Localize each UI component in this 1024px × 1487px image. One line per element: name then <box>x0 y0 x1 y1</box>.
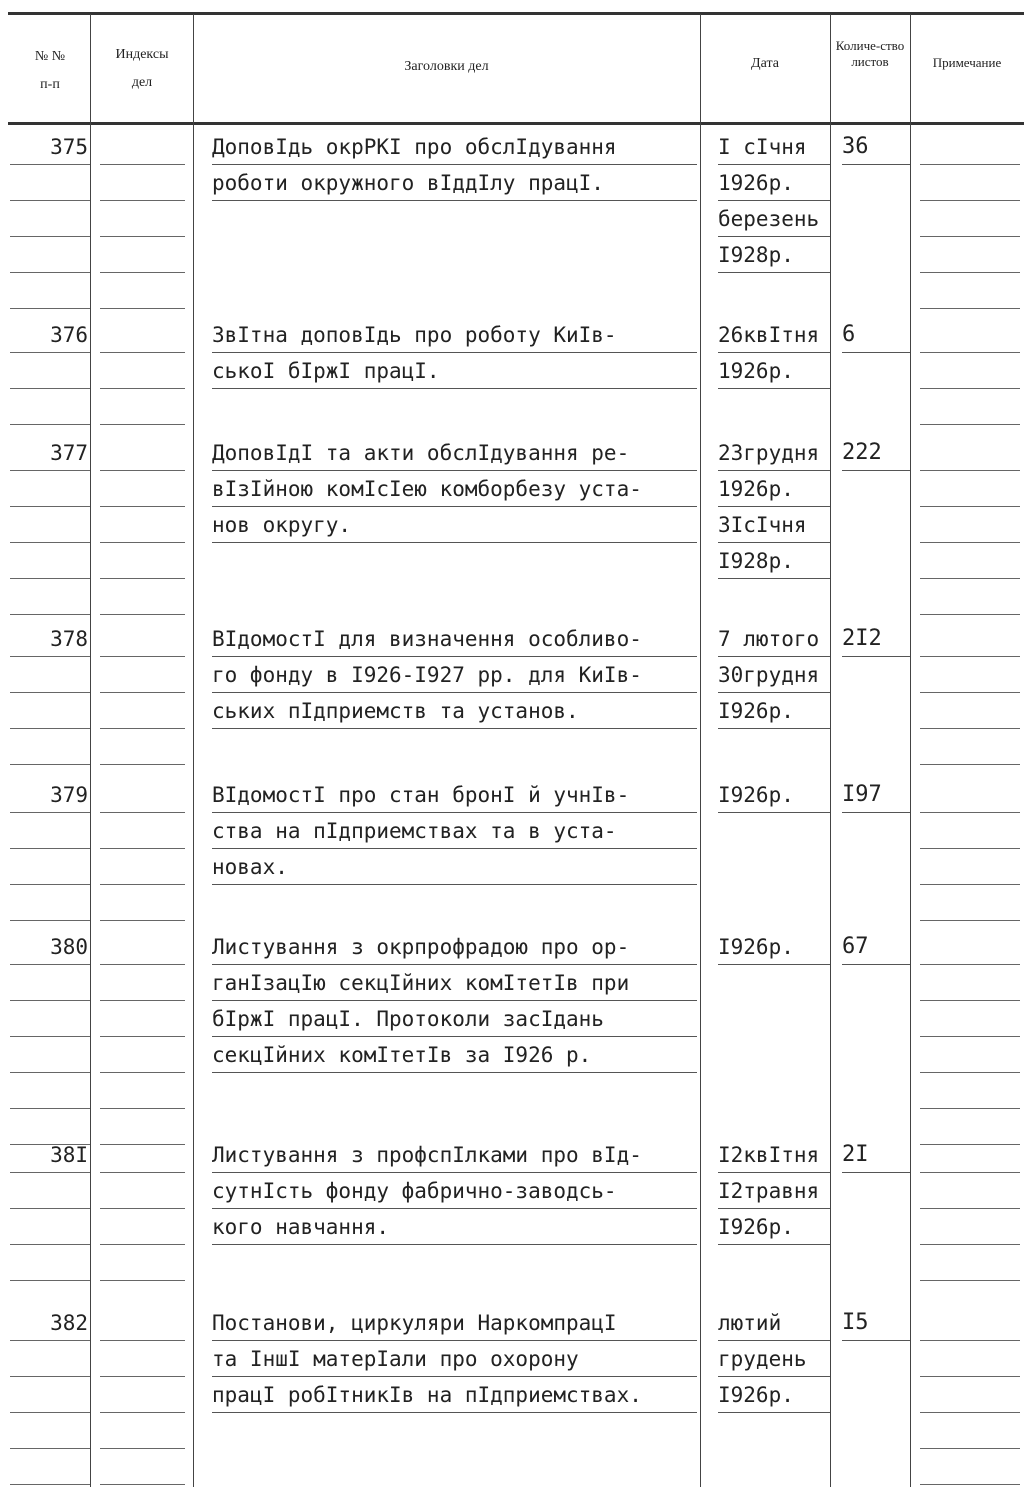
record-number: 377 <box>30 436 88 471</box>
ruled-line <box>100 964 185 965</box>
record-date-line: 1926р. <box>718 472 830 507</box>
ruled-line <box>100 614 185 615</box>
header-bottom-border <box>8 122 1024 125</box>
record-number: 38I <box>30 1138 88 1173</box>
column-divider <box>90 14 91 1487</box>
record-title-line: Листування з окрпрофрадою про ор- <box>212 930 697 965</box>
record-title-line: бIржI працI. Протоколи засIдань <box>212 1002 697 1037</box>
ruled-line <box>100 542 185 543</box>
ruled-line <box>920 352 1020 353</box>
ruled-line <box>10 964 90 965</box>
record-title-line: ських пIдприемств та установ. <box>212 694 697 729</box>
ruled-line <box>10 614 90 615</box>
ruled-line <box>10 1340 90 1341</box>
record-date-line: 3IсIчня <box>718 508 830 543</box>
table-top-border <box>8 12 1024 15</box>
ruled-line <box>10 164 90 165</box>
ruled-line <box>10 1376 90 1377</box>
ruled-line <box>10 1208 90 1209</box>
ruled-line <box>10 1412 90 1413</box>
ruled-line <box>10 920 90 921</box>
record-title-line: ВIдомостI для визначення особливо- <box>212 622 697 657</box>
record-sheet-count: I5 <box>842 1306 910 1341</box>
record-title-line: ства на пIдприемствах та в уста- <box>212 814 697 849</box>
ruled-line <box>10 1108 90 1109</box>
ruled-line <box>100 1000 185 1001</box>
header-title: Заголовки дел <box>404 59 489 74</box>
ruled-line <box>10 200 90 201</box>
record-sheet-count: 36 <box>842 130 910 165</box>
ruled-line <box>920 1280 1020 1281</box>
record-number: 379 <box>30 778 88 813</box>
header-number-sub: п-п <box>40 77 60 92</box>
record-title-line: ВIдомостI про стан бронI й учнIв- <box>212 778 697 813</box>
ruled-line <box>100 424 185 425</box>
record-title-line: працI робIтникIв на пIдприемствах. <box>212 1378 697 1413</box>
ruled-line <box>920 614 1020 615</box>
ruled-line <box>100 352 185 353</box>
ruled-line <box>100 920 185 921</box>
ruled-line <box>100 308 185 309</box>
record-date-line: 26квIтня <box>718 318 830 353</box>
ruled-line <box>920 1448 1020 1449</box>
ruled-line <box>920 1340 1020 1341</box>
ruled-line <box>100 764 185 765</box>
record-title-line: ДоповIдь окрРКI про обслIдування <box>212 130 697 165</box>
ruled-line <box>920 470 1020 471</box>
ruled-line <box>920 1412 1020 1413</box>
ruled-line <box>920 200 1020 201</box>
ruled-line <box>100 164 185 165</box>
ruled-line <box>10 470 90 471</box>
ruled-line <box>920 388 1020 389</box>
record-date-line: I2квIтня <box>718 1138 830 1173</box>
ruled-line <box>10 308 90 309</box>
column-divider <box>830 14 831 1487</box>
ruled-line <box>100 1376 185 1377</box>
record-number: 378 <box>30 622 88 657</box>
record-date-line: I928р. <box>718 544 830 579</box>
record-title-line: Постанови, циркуляри НаркомпрацI <box>212 1306 697 1341</box>
ruled-line <box>920 920 1020 921</box>
record-sheet-count: 2I2 <box>842 622 910 657</box>
header-number <box>10 48 90 94</box>
ruled-line <box>10 656 90 657</box>
ruled-line <box>920 728 1020 729</box>
ruled-line <box>100 1412 185 1413</box>
ruled-line <box>920 1036 1020 1037</box>
ruled-line <box>920 812 1020 813</box>
ruled-line <box>100 272 185 273</box>
ruled-line <box>10 1448 90 1449</box>
ruled-line <box>100 1484 185 1485</box>
record-title-line: Листування з профспIлками про вIд- <box>212 1138 697 1173</box>
ruled-line <box>10 272 90 273</box>
ruled-line <box>920 1376 1020 1377</box>
record-sheet-count: 2I <box>842 1138 910 1173</box>
header-index <box>92 46 192 92</box>
column-divider <box>193 14 194 1487</box>
ruled-line <box>920 1000 1020 1001</box>
record-date-line: I926р. <box>718 778 830 813</box>
ruled-line <box>100 470 185 471</box>
record-date-line: 1926р. <box>718 354 830 389</box>
ruled-line <box>10 692 90 693</box>
ruled-line <box>10 352 90 353</box>
ruled-line <box>920 1172 1020 1173</box>
ruled-line <box>100 848 185 849</box>
ruled-line <box>920 1072 1020 1073</box>
ruled-line <box>100 1208 185 1209</box>
header-note: Примечание <box>932 55 1002 70</box>
ruled-line <box>920 272 1020 273</box>
record-date-line: грудень <box>718 1342 830 1377</box>
record-date-line: 7 лютого <box>718 622 830 657</box>
record-date-line: I сIчня <box>718 130 830 165</box>
ruled-line <box>100 1108 185 1109</box>
ruled-line <box>100 1144 185 1145</box>
ruled-line <box>10 578 90 579</box>
ruled-line <box>920 1144 1020 1145</box>
header-number-label: № № <box>34 49 66 64</box>
ruled-line <box>100 1244 185 1245</box>
ruled-line <box>920 424 1020 425</box>
ruled-line <box>10 848 90 849</box>
ruled-line <box>920 1108 1020 1109</box>
record-number: 382 <box>30 1306 88 1341</box>
ruled-line <box>100 1072 185 1073</box>
ruled-line <box>10 1172 90 1173</box>
record-title-line: ськоI бIржI працI. <box>212 354 697 389</box>
record-date-line: I926р. <box>718 694 830 729</box>
record-title-line: ЗвIтна доповIдь про роботу КиIв- <box>212 318 697 353</box>
record-title-line: вIзIйною комIсIею комборбезу уста- <box>212 472 697 507</box>
record-title-line: сутнIсть фонду фабрично-заводсь- <box>212 1174 697 1209</box>
header-index-label: Индексы <box>115 47 169 62</box>
ruled-line <box>920 964 1020 965</box>
ruled-line <box>100 1340 185 1341</box>
ruled-line <box>10 388 90 389</box>
ruled-line <box>10 1000 90 1001</box>
ruled-line <box>920 506 1020 507</box>
header-date: Дата <box>751 56 779 71</box>
ruled-line <box>100 884 185 885</box>
ruled-line <box>10 542 90 543</box>
ruled-line <box>10 812 90 813</box>
record-number: 376 <box>30 318 88 353</box>
record-title-line: го фонду в I926-I927 рр. для КиIв- <box>212 658 697 693</box>
ruled-line <box>10 1072 90 1073</box>
ruled-line <box>920 1244 1020 1245</box>
record-number: 380 <box>30 930 88 965</box>
ruled-line <box>920 578 1020 579</box>
ruled-line <box>920 1208 1020 1209</box>
record-date-line: 30грудня <box>718 658 830 693</box>
ruled-line <box>920 884 1020 885</box>
record-sheet-count: 67 <box>842 930 910 965</box>
ruled-line <box>10 236 90 237</box>
ruled-line <box>100 1448 185 1449</box>
header-count: Количе-ство листов <box>835 38 905 69</box>
ruled-line <box>10 1036 90 1037</box>
ruled-line <box>100 692 185 693</box>
ruled-line <box>100 728 185 729</box>
record-title-line: ДоповIдI та акти обслIдування ре- <box>212 436 697 471</box>
record-date-line: I2травня <box>718 1174 830 1209</box>
ruled-line <box>10 506 90 507</box>
ruled-line <box>100 1036 185 1037</box>
ruled-line <box>920 164 1020 165</box>
record-date-line: 1926р. <box>718 166 830 201</box>
record-date-line: I926р. <box>718 1210 830 1245</box>
ruled-line <box>920 308 1020 309</box>
ruled-line <box>10 884 90 885</box>
record-title-line: нов округу. <box>212 508 697 543</box>
ruled-line <box>10 1484 90 1485</box>
ruled-line <box>100 200 185 201</box>
record-title-line: роботи окружного вIддIлу працI. <box>212 166 697 201</box>
record-title-line: ганIзацIю секцIйних комIтетIв при <box>212 966 697 1001</box>
record-number: 375 <box>30 130 88 165</box>
ruled-line <box>100 1172 185 1173</box>
ruled-line <box>920 848 1020 849</box>
header-index-sub: дел <box>131 75 153 90</box>
ruled-line <box>100 506 185 507</box>
ruled-line <box>100 812 185 813</box>
ruled-line <box>920 1484 1020 1485</box>
ruled-line <box>920 542 1020 543</box>
ruled-line <box>100 1280 185 1281</box>
ruled-line <box>920 764 1020 765</box>
record-title-line: новах. <box>212 850 697 885</box>
record-title-line: секцIйних комIтетIв за I926 р. <box>212 1038 697 1073</box>
ruled-line <box>10 1280 90 1281</box>
ruled-line <box>100 236 185 237</box>
record-date-line: 23грудня <box>718 436 830 471</box>
ruled-line <box>920 656 1020 657</box>
column-divider <box>910 14 911 1487</box>
record-sheet-count: 6 <box>842 318 910 353</box>
record-sheet-count: 222 <box>842 436 910 471</box>
ruled-line <box>100 578 185 579</box>
ruled-line <box>100 656 185 657</box>
record-date-line: лютий <box>718 1306 830 1341</box>
ruled-line <box>10 424 90 425</box>
column-divider <box>700 14 701 1487</box>
ruled-line <box>100 388 185 389</box>
ruled-line <box>920 692 1020 693</box>
record-sheet-count: I97 <box>842 778 910 813</box>
ruled-line <box>920 236 1020 237</box>
ruled-line <box>10 1244 90 1245</box>
ruled-line <box>10 728 90 729</box>
record-date-line: I926р. <box>718 1378 830 1413</box>
record-date-line: I926р. <box>718 930 830 965</box>
record-title-line: кого навчання. <box>212 1210 697 1245</box>
record-date-line: I928р. <box>718 238 830 273</box>
record-date-line: березень <box>718 202 830 237</box>
ruled-line <box>10 764 90 765</box>
record-title-line: та IншI матерIали про охорону <box>212 1342 697 1377</box>
